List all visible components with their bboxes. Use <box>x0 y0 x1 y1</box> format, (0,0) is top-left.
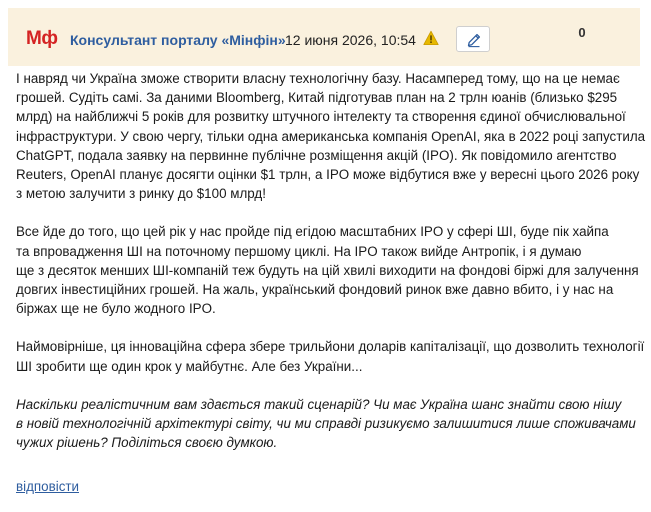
text-line: з метою залучити з ринку до $100 млрд! <box>16 186 266 202</box>
text-line: ще з десяток менших ШІ-компаній теж будуть на цій хвилі виходити на фондові біржі для залучення <box>16 262 639 278</box>
edit-button[interactable] <box>456 26 490 52</box>
text-line: чужих рішень? Поділіться своєю думкою. <box>16 435 278 451</box>
post-paragraph <box>16 69 644 203</box>
text-line: І навряд чи Україна зможе створити власну технологічну базу. Насамперед тому, що на це немає <box>16 71 620 86</box>
post-rating: 0 <box>578 25 586 40</box>
post-question-paragraph <box>16 395 644 453</box>
post-paragraph <box>16 222 644 318</box>
text-line: інфраструктури. У свою чергу, тільки одна американська компанія OpenAI, яка в 2022 році запустила <box>16 128 646 144</box>
text-line: грошей. Судіть самі. За даними Bloomberg, Китай підготував план на 2 трлн юанів (близько $295 <box>16 90 618 106</box>
text-line: біржах ще не було жодного IPO. <box>16 301 216 317</box>
author-logo: Мф <box>26 28 58 49</box>
post-body <box>16 69 644 471</box>
text-line: та впровадження ШІ на поточному першому циклі. На IPO також вийде Антропік, і я думаю <box>16 243 582 259</box>
post-header <box>8 8 640 66</box>
text-line: Наскільки реалістичним вам здається такий сценарій? Чи має Україна шанс знайти свою нішу <box>16 396 622 412</box>
pencil-icon <box>466 32 482 48</box>
text-line: довгих інвестиційних грошей. На жаль, український фондовий ринок вже давно вбито, і у нас на <box>16 282 614 298</box>
text-line: ШІ зробити ще один крок у майбутнє. Але без України... <box>16 358 363 374</box>
text-line: Reuters, OpenAI планує досягти оцінки $1 трлн, а IPO може відбутися вже у вересні цього 2026 року <box>16 167 640 183</box>
text-line: в новій технологічній архітектурі світу, чи ми справді ризикуємо залишитися лише споживачами <box>16 416 636 432</box>
warning-triangle-icon[interactable] <box>423 30 439 46</box>
text-line: Наймовірніше, ця інноваційна сфера збере трильйони доларів капіталізації, що дозволить технології <box>16 339 645 355</box>
post-timestamp: 12 июня 2026, 10:54 <box>285 32 416 48</box>
text-line: ChatGPT, подала заявку на первинне публічне розміщення акцій (IPO). Як повідомило агентство <box>16 147 617 163</box>
text-line: млрд) на найближчі 5 років для розвитку штучного інтелекту та створення єдиної обчислювальної <box>16 109 626 125</box>
post-paragraph <box>16 337 644 375</box>
reply-link[interactable]: відповісти <box>16 479 79 494</box>
text-line: Все йде до того, що цей рік у нас пройде під егідою масштабних IPO у сфері ШІ, буде пік хайпа <box>16 224 609 240</box>
author-name-link[interactable]: Консультант порталу «Мінфін» <box>70 32 286 48</box>
